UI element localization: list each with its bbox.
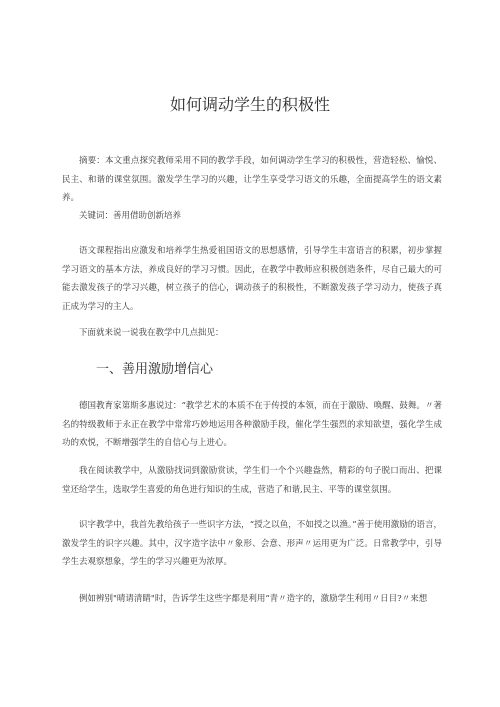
document-title: 如何调动学生的积极性: [169, 95, 330, 114]
section-heading: 一、善用激励增信心: [96, 362, 214, 377]
abstract-paragraph: 摘要：本文重点探究教师采用不同的教学手段，如何调动学生学习的积极性，营造轻松、愉悦、民主、和谐的课堂氛围。激发学生学习的兴趣，让学生享受学习语文的乐趣，全面提高学生的语文素养。: [62, 156, 442, 203]
body-paragraph-4: 例如辨别"晴请清睛"时，告诉学生这些字都是利用“青〃造字的，激励学生利用〃日目?〃来想: [79, 594, 428, 604]
body-paragraph-2: 我在阅读教学中，从激励找词到激励赏读，学生们一个个兴趣盎然，精彩的句子脱口而出、把课堂还给学生，选取学生喜爱的角色进行知识的生成，营造了和谐,民主、平等的课堂氛围。: [62, 466, 442, 495]
keywords-line: 关键词：善用借助创新培养: [79, 211, 182, 221]
intro-paragraph: 语文课程指出应激发和培养学生热爱祖国语文的思想感情，引导学生丰富语言的积累，初步掌握学习语文的基本方法，养成良好的学习习惯。因此，在教学中教师应积极创造条件，尽自己最大的可能去激发孩子的学习兴趣，树立孩子的信心，调动孩子的积极性，不断激发孩子学习动力，使孩子真正成为学习的主人。: [62, 246, 442, 312]
body-paragraph-3: 识字教学中，我首先教给孩子一些识字方法，“授之以鱼，不如授之以渔。”善于使用激励的语言，激发学生的识字兴趣。其中，汉字造字法中〃象形、会意、形声〃运用更为广泛。日常教学中，引导学生去观察想象，学生的学习兴趣更为浓厚。: [62, 520, 442, 567]
body-paragraph-1: 德国教育家第斯多惠说过：“教学艺术的本质不在于传授的本领，而在于激励、唤醒、鼓舞。〃著名的特级教师于永正在教学中常常巧妙地运用各种激励手段，催化学生强烈的求知欲望，强化学生成功的欢悦，不断增强学生的自信心与上进心。: [62, 401, 442, 448]
lead-paragraph: 下面就来说一说我在教学中几点拙见：: [79, 328, 224, 338]
